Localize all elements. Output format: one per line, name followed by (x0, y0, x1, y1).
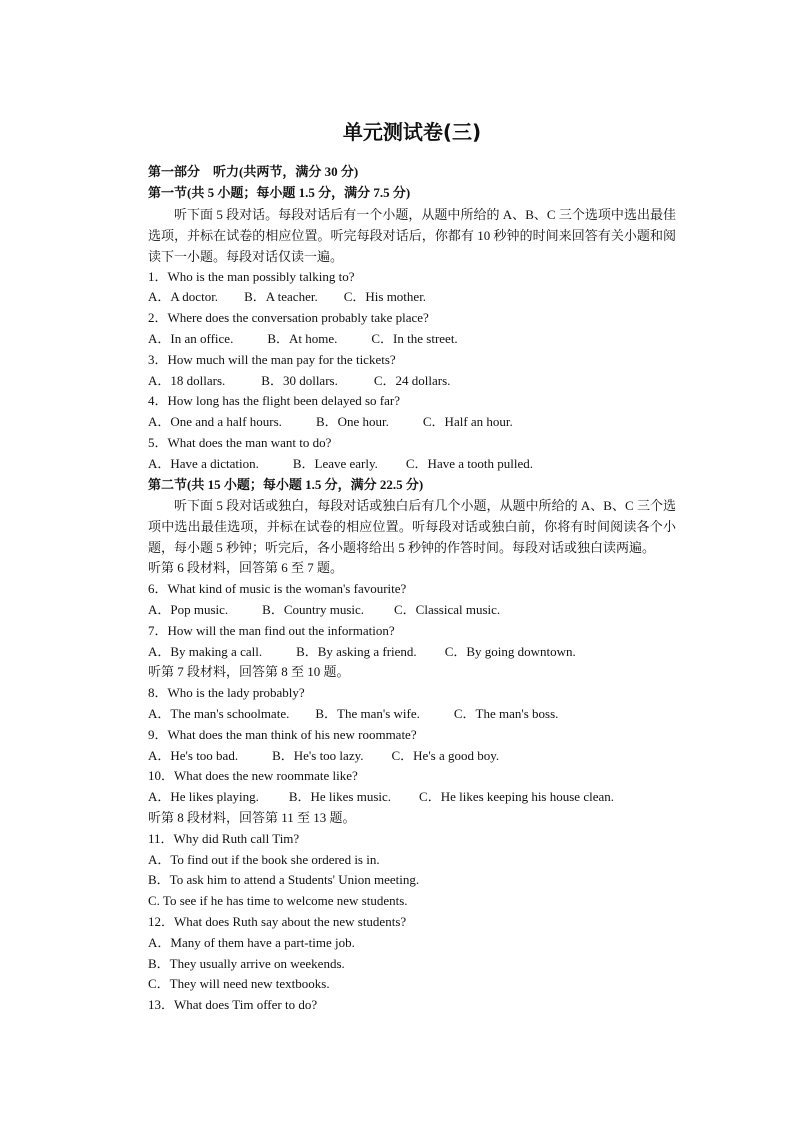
option-c: C．In the street. (371, 330, 458, 346)
option-a: A．He's too bad. (148, 747, 239, 763)
options-2 (148, 329, 676, 350)
option-c: C．He's a good boy. (391, 747, 500, 763)
option-c: C．24 dollars. (373, 372, 451, 388)
question-9: 9．What does the man think of his new roommate? (148, 726, 417, 742)
option-c: C．Classical music. (394, 601, 501, 617)
option-a: A．The man's schoolmate. (148, 705, 290, 721)
section1-heading: 第一节(共 5 小题；每小题 1.5 分，满分 7.5 分) (148, 184, 411, 200)
option-a: A．Have a dictation. (148, 455, 259, 471)
option-c: C．Have a tooth pulled. (405, 455, 533, 471)
option-c: C．Half an hour. (422, 414, 513, 430)
option-b: B．Country music. (262, 601, 365, 617)
material-8-note: 听第 8 段材料，回答第 11 至 13 题。 (148, 809, 356, 825)
option-c: C．His mother. (343, 289, 427, 305)
section1-instructions: 听下面 5 段对话。每段对话后有一个小题，从题中所给的 A、B、C 三个选项中选出最佳选项，并标在试卷的相应位置。听完每段对话后，你都有 10 秒钟的时间来回答有关小题和阅读下一小题。每段对话仅读一遍。 (148, 206, 676, 264)
question-8: 8．Who is the lady probably? (148, 685, 305, 701)
question-1: 1．Who is the man possibly talking to? (148, 268, 355, 284)
option-11-c: C. To see if he has time to welcome new students. (148, 893, 408, 909)
option-b: B．At home. (267, 330, 338, 346)
question-10: 10．What does the new roommate like? (148, 768, 358, 784)
section2-heading: 第二节(共 15 小题；每小题 1.5 分，满分 22.5 分) (148, 476, 424, 492)
option-a: A．18 dollars. (148, 372, 226, 388)
options-9 (148, 746, 676, 767)
option-12-b: B．They usually arrive on weekends. (148, 955, 345, 971)
option-a: A．A doctor. (148, 289, 219, 305)
question-4: 4．How long has the flight been delayed so far? (148, 393, 400, 409)
options-1 (148, 287, 676, 308)
option-c: C．By going downtown. (444, 643, 576, 659)
question-13: 13．What does Tim offer to do? (148, 997, 318, 1013)
options-3 (148, 371, 676, 392)
option-b: B．By asking a friend. (296, 643, 417, 659)
options-7 (148, 642, 676, 663)
option-a: A．In an office. (148, 330, 234, 346)
option-12-a: A．Many of them have a part-time job. (148, 934, 355, 950)
option-a: A．By making a call. (148, 643, 263, 659)
question-3: 3．How much will the man pay for the tickets? (148, 351, 396, 367)
question-6: 6．What kind of music is the woman's favourite? (148, 581, 407, 597)
option-b: B．He likes music. (288, 789, 392, 805)
material-6-note: 听第 6 段材料，回答第 6 至 7 题。 (148, 560, 344, 576)
option-b: B．A teacher. (244, 289, 318, 305)
option-12-c: C．They will need new textbooks. (148, 976, 330, 992)
option-b: B．Leave early. (292, 455, 378, 471)
option-c: C．He likes keeping his house clean. (419, 789, 614, 805)
exam-page (148, 118, 676, 1016)
option-11-a: A．To find out if the book she ordered is in. (148, 851, 380, 867)
option-b: B．One hour. (315, 414, 389, 430)
option-a: A．One and a half hours. (148, 414, 282, 430)
question-7: 7．How will the man find out the information? (148, 622, 395, 638)
option-a: A．He likes playing. (148, 789, 259, 805)
option-a: A．Pop music. (148, 601, 229, 617)
part1-heading: 第一部分 听力(共两节，满分 30 分) (148, 164, 359, 179)
options-4 (148, 412, 676, 433)
page-title: 单元测试卷(三) (342, 120, 482, 144)
options-5 (148, 454, 676, 475)
section2-instructions: 听下面 5 段对话或独白，每段对话或独白后有几个小题，从题中所给的 A、B、C 三个选项中选出最佳选项，并标在试卷的相应位置。听每段对话或独白前，你将有时间阅读各个小题，每小题 5 秒钟；听完后，各小题将给出 5 秒钟的作答时间。每段对话或独白读两遍。 (148, 498, 676, 556)
option-b: B．30 dollars. (261, 372, 338, 388)
options-6 (148, 600, 676, 621)
question-12: 12．What does Ruth say about the new students? (148, 913, 407, 929)
question-11: 11．Why did Ruth call Tim? (148, 830, 300, 846)
question-5: 5．What does the man want to do? (148, 434, 332, 450)
option-b: B．He's too lazy. (272, 747, 364, 763)
options-10 (148, 787, 676, 808)
question-2: 2．Where does the conversation probably take place? (148, 310, 429, 326)
option-11-b: B．To ask him to attend a Students' Union meeting. (148, 872, 420, 888)
options-8 (148, 704, 676, 725)
material-7-note: 听第 7 段材料，回答第 8 至 10 题。 (148, 664, 350, 680)
option-c: C．The man's boss. (453, 705, 559, 721)
option-b: B．The man's wife. (315, 705, 420, 721)
